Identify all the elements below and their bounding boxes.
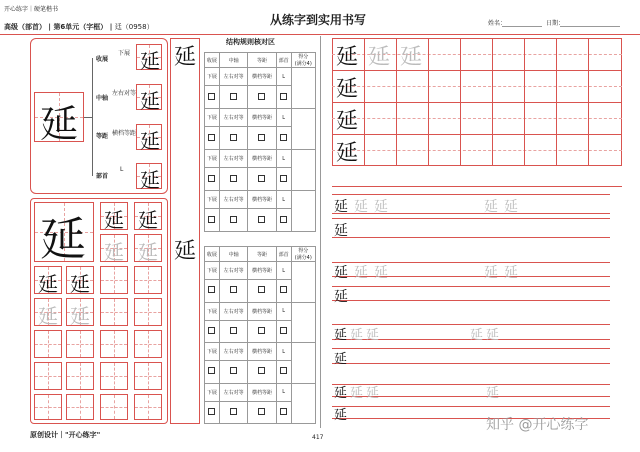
main-char-box [34,92,84,146]
node-char: 延 [140,168,160,192]
node-sub: 下展 [118,50,131,57]
main-char: 延 [40,102,79,146]
page-number: 417 [312,434,324,441]
node-char: 延 [140,49,160,73]
watermark: 知乎 @开心练字 [486,417,589,433]
node-label: 中轴 [96,95,109,102]
middle-column [170,38,200,424]
node-label: 部首 [96,173,109,180]
name-label: 姓名： [488,20,507,27]
date-label: 日期： [546,20,565,27]
node-char: 延 [140,129,160,153]
node-sub: L [120,166,124,173]
brand-text: 开心练字｜硬笔楷书 [4,6,59,13]
check-area-title: 结构规则核对区 [226,38,275,46]
node-sub: 左右对等 [112,90,137,97]
node-char: 延 [140,89,160,113]
check-table-2: 收展 中轴 等距 部首 得分 (满分4) 下展 左右对等 横档等距 L 下展 左右对等 横档等距 L 下展 左右对等 横档等距 L 下展 左右对等 横档等距 L [204,246,316,424]
check-table-1: 收展 中轴 等距 部首 得分 (满分4) 下展 左右对等 横档等距 L 下展 左右对等 横档等距 L 下展 左右对等 横档等距 L 下展 左右对等 横档等距 L [204,52,316,232]
node-sub: 横档等距 [112,130,137,137]
big-char: 延 [40,212,86,266]
node-label: 等距 [96,133,109,140]
page-title: 从练字到实用书写 [270,13,367,27]
footer-credit: 原创设计｜"开心练字" [30,431,101,439]
level-text: 高级（部首） | 第6单元（字框） | 廷（0958） [4,23,154,31]
node-label: 收展 [96,56,109,63]
